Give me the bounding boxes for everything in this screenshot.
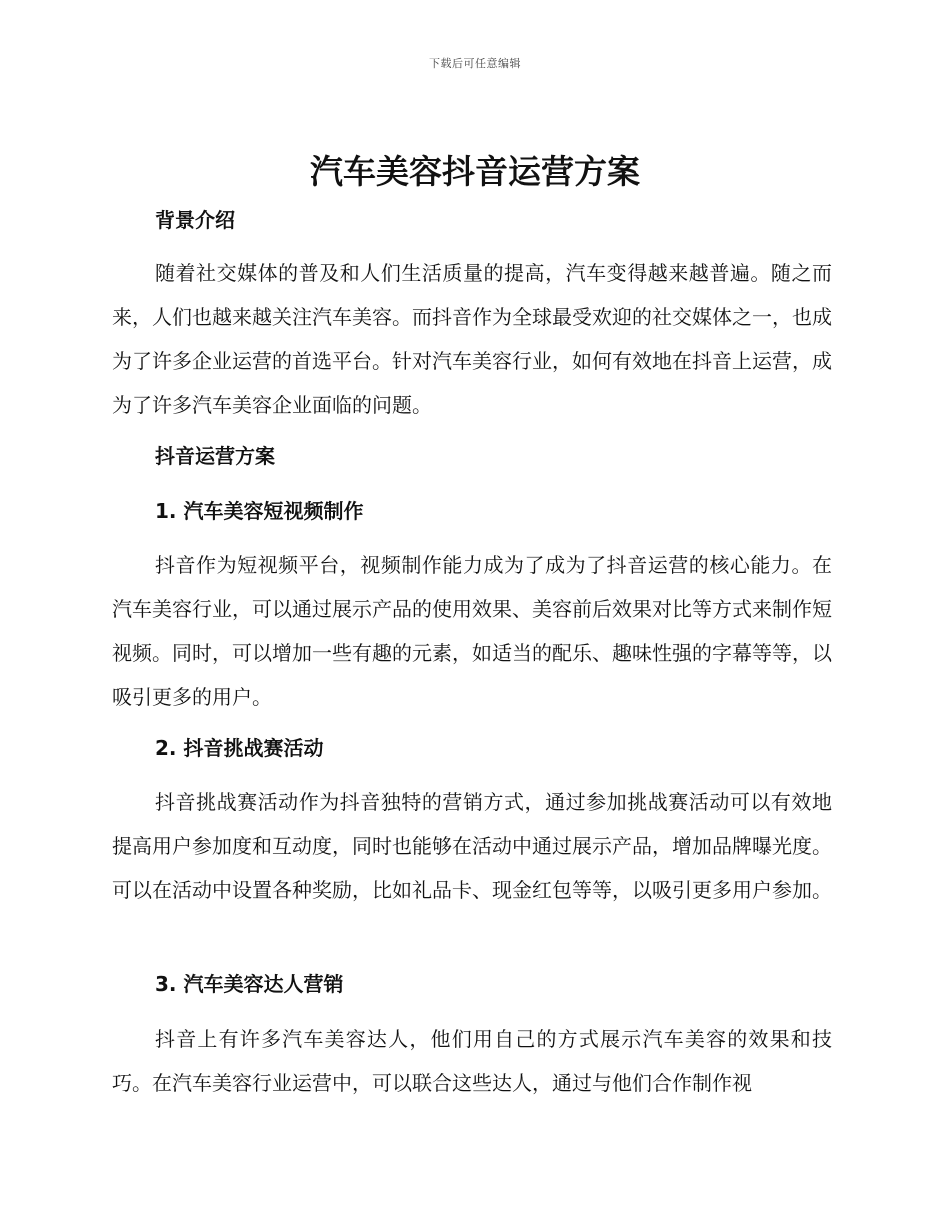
header-note: 下载后可任意编辑 [429,57,521,70]
plan-heading: 抖音运营方案 [155,444,275,468]
item3-paragraph: 抖音上有许多汽车美容达人，他们用自己的方式展示汽车美容的效果和技巧。在汽车美容行业运营中，可以联合这些达人，通过与他们合作制作视 [112,1027,832,1095]
document-title: 汽车美容抖音运营方案 [310,152,640,191]
item2-heading: 2. 抖音挑战赛活动 [155,736,324,760]
background-heading: 背景介绍 [155,208,235,232]
background-paragraph: 随着社交媒体的普及和人们生活质量的提高，汽车变得越来越普遍。随之而来，人们也越来越关注汽车美容。而抖音作为全球最受欢迎的社交媒体之一，也成为了许多企业运营的首选平台。针对汽车美容行业，如何有效地在抖音上运营，成为了许多汽车美容企业面临的问题。 [112,261,832,417]
item1-heading: 1. 汽车美容短视频制作 [155,499,364,523]
item1-paragraph: 抖音作为短视频平台，视频制作能力成为了成为了抖音运营的核心能力。在汽车美容行业，可以通过展示产品的使用效果、美容前后效果对比等方式来制作短视频。同时，可以增加一些有趣的元素，如适当的配乐、趣味性强的字幕等等，以吸引更多的用户。 [112,553,832,709]
item3-heading: 3. 汽车美容达人营销 [155,972,344,996]
item2-paragraph: 抖音挑战赛活动作为抖音独特的营销方式，通过参加挑战赛活动可以有效地提高用户参加度和互动度，同时也能够在活动中通过展示产品，增加品牌曝光度。可以在活动中设置各种奖励，比如礼品卡、现金红包等等，以吸引更多用户参加。 [112,790,832,902]
